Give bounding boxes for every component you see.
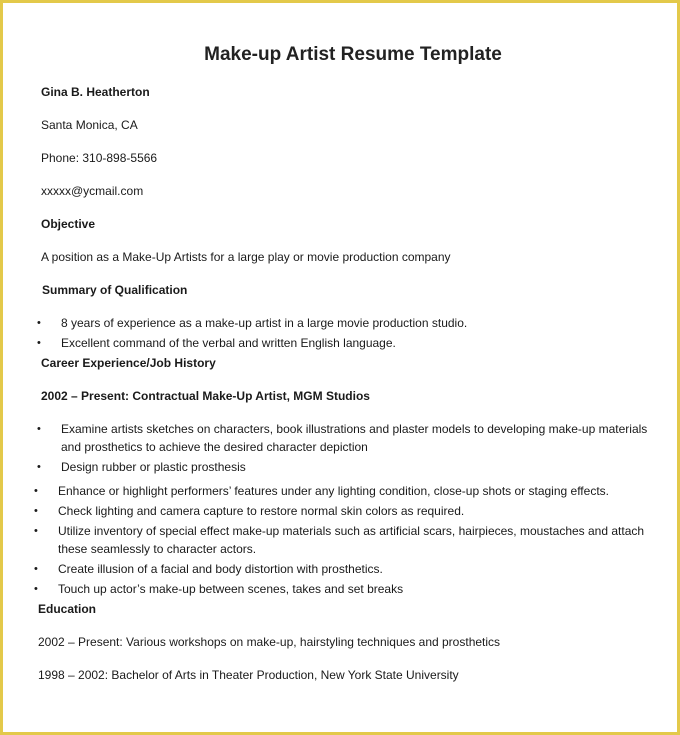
bullet-icon: • (37, 317, 41, 329)
career-item: • Examine artists sketches on characters, book illustrations and plaster models to developing make-up materials and prosthetics to achieve the desired character depiction (37, 422, 648, 454)
contact-name: Gina B. Heatherton (41, 85, 150, 99)
career-item: • Utilize inventory of special effect make-up materials such as artificial scars, hairpieces, moustaches and attach these seamlessly to character actors. (34, 524, 645, 556)
education-heading: Education (38, 602, 97, 616)
career-heading: Career Experience/Job History (41, 356, 216, 370)
bullet-icon: • (37, 461, 41, 473)
bullet-icon: • (34, 563, 38, 575)
bullet-icon: • (37, 423, 41, 435)
education-item: 2002 – Present: Various workshops on make-up, hairstyling techniques and prosthetics (38, 635, 501, 649)
bullet-icon: • (34, 583, 38, 595)
bullet-icon: • (34, 525, 38, 537)
bullet-icon: • (34, 505, 38, 517)
summary-heading: Summary of Qualification (42, 283, 188, 297)
bullet-icon: • (37, 337, 41, 349)
education-item: 1998 – 2002: Bachelor of Arts in Theater Production, New York State University (38, 668, 459, 682)
objective-text: A position as a Make-Up Artists for a large play or movie production company (41, 250, 451, 264)
contact-email: xxxxx@ycmail.com (41, 184, 144, 198)
bullet-icon: • (34, 485, 38, 497)
objective-heading: Objective (41, 217, 96, 231)
resume-document: Make-up Artist Resume Template Gina B. Heatherton Santa Monica, CA Phone: 310-898-5566 xxxxx@ycmail.com Objective A position as a Make-Up Artists for a large play or movie production company Summary of Qualification • 8 years of experience as a make-up artist in a large movie production studio. • Excellent command of the verbal and written English language. Career Experience/Job History 2002 – Present: Contractual Make-Up Artist, MGM Studios • Examine artists sketches on characters, book illustrations and plaster models to developing make-up materials and prosthetics to achieve the desired character depiction • Design rubber or plastic prosthesis • Enhance or highlight performers’ features under any lighting condition, close-up shots or staging effects. • Check lighting and camera capture to restore normal skin colors as required. • Utilize inventory of special effect make-up materials such as artificial scars, hairpieces, moustaches and attach these seamlessly to character actors. • Create illusion of a facial and body distortion with prosthetics. • Touch up actor’s make-up between scenes, takes and set breaks Education 2002 – Present: Various workshops on make-up, hairstyling techniques and prosthetics 1998 – 2002: Bachelor of Arts in Theater Production, New York State University (0, 0, 680, 735)
contact-location: Santa Monica, CA (41, 118, 138, 132)
document-title: Make-up Artist Resume Template (204, 44, 502, 65)
career-position: 2002 – Present: Contractual Make-Up Artist, MGM Studios (41, 389, 370, 403)
contact-phone: Phone: 310-898-5566 (41, 151, 158, 165)
